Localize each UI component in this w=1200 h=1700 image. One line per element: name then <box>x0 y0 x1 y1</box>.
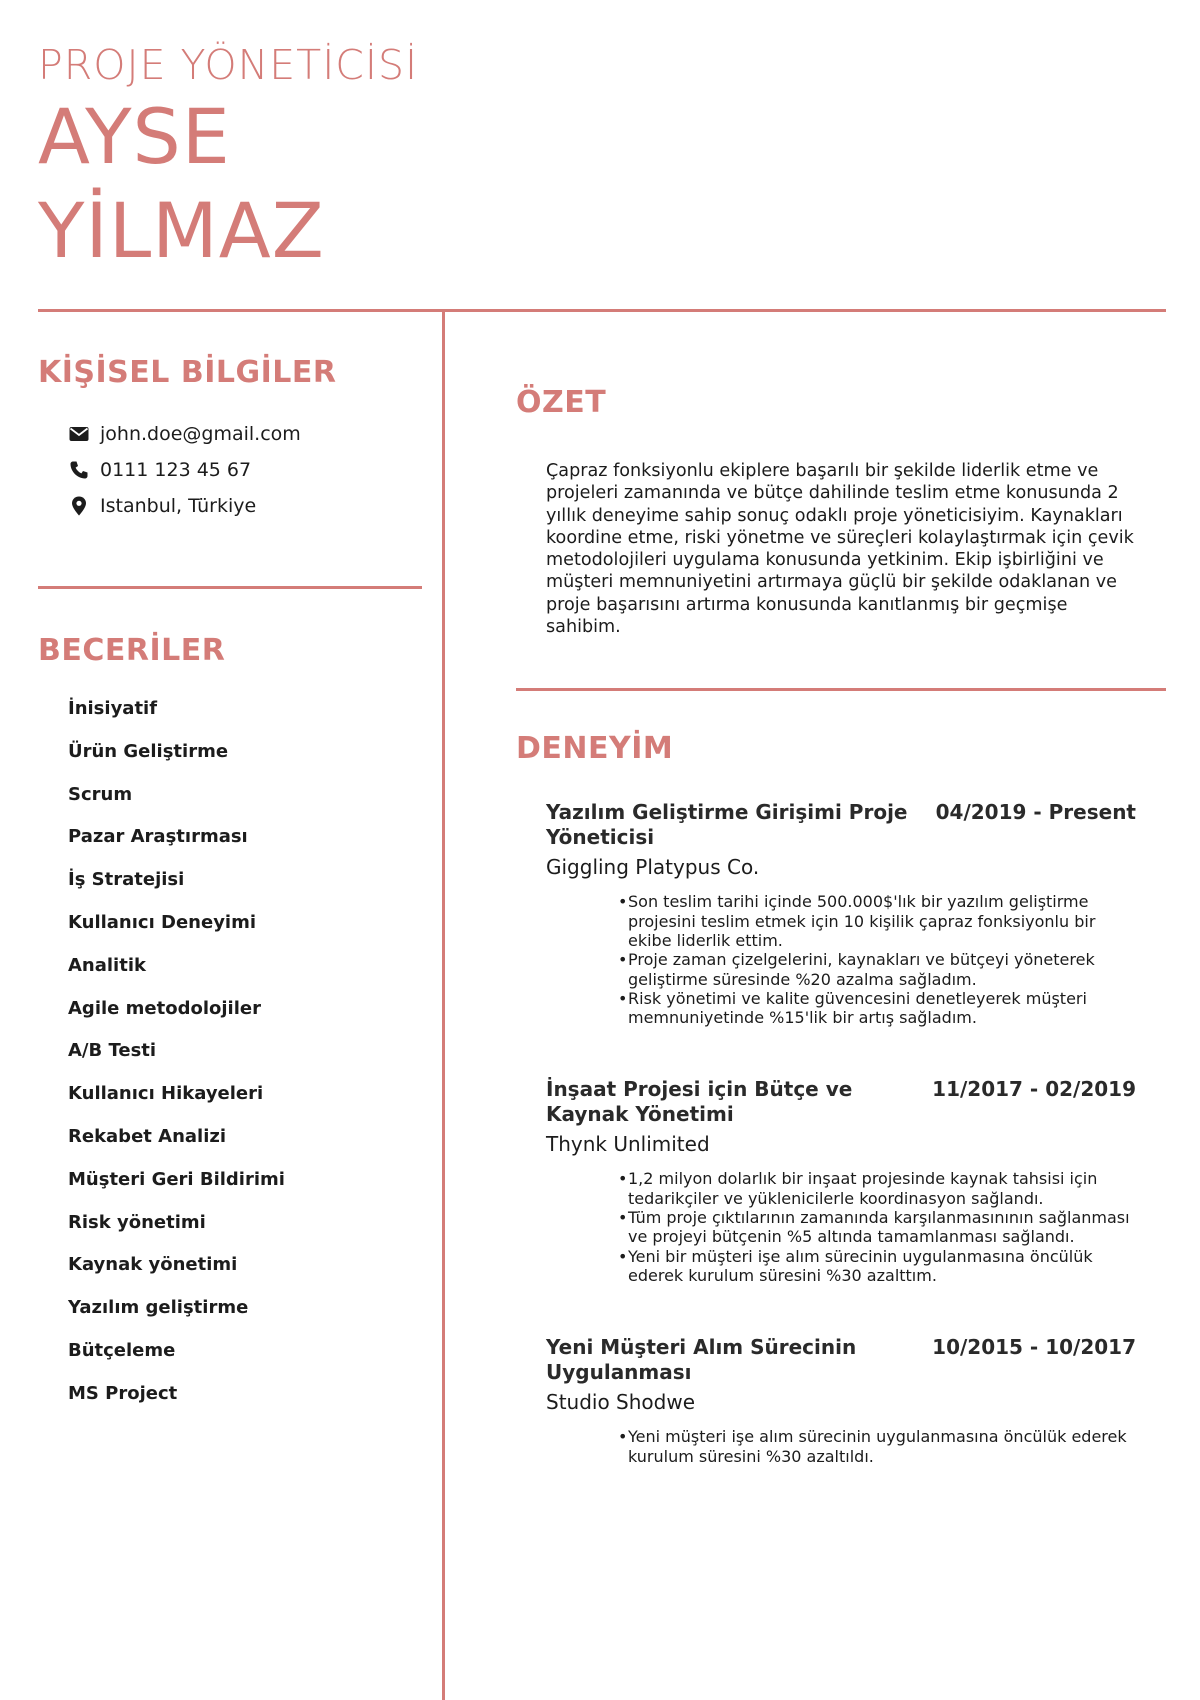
job-company: Thynk Unlimited <box>546 1132 710 1157</box>
left-column <box>38 355 422 1422</box>
summary-title: ÖZET <box>516 385 607 420</box>
skill-item: Agile metodolojiler <box>68 997 261 1019</box>
location-pin-icon <box>68 495 90 517</box>
job-bullets <box>628 892 1136 1027</box>
contact-email <box>68 416 422 452</box>
job-bullets <box>628 1169 1136 1285</box>
job-title: PROJE YÖNETİCİSİ <box>38 41 419 89</box>
skills-list <box>68 694 422 1422</box>
job-role: İnşaat Projesi için Bütçe ve Kaynak Yönetimi <box>546 1077 853 1127</box>
job-bullet: • 1,2 milyon dolarlık bir inşaat projesinde kaynak tahsisi için tedarikçiler ve yüklenicilerle koordinasyon sağlandı. <box>628 1169 1136 1208</box>
skill-item: İş Stratejisi <box>68 869 185 891</box>
skills-title: BECERİLER <box>38 633 226 668</box>
job-company: Studio Shodwe <box>546 1390 696 1415</box>
job-bullet: • Risk yönetimi ve kalite güvencesini denetleyerek müşteri memnuniyetinde %15'lik bir artış sağladım. <box>628 989 1136 1028</box>
skill-item: Analitik <box>68 954 146 976</box>
skill-item: Kullanıcı Deneyimi <box>68 911 257 933</box>
email-text[interactable]: john.doe@gmail.com <box>100 423 301 445</box>
job-bullet: • Yeni bir müşteri işe alım sürecinin uygulanmasına öncülük ederek kurulum süresini %30 azalttım. <box>628 1247 1136 1286</box>
envelope-icon <box>68 423 90 445</box>
summary-text: Çapraz fonksiyonlu ekiplere başarılı bir şekilde liderlik etme ve projeleri zamanında ve bütçe dahilinde teslim etme konusunda 2 yıllık deneyime sahip sonuç odaklı proje yöneticisiyim. Kaynakları koordine etme, riski yönetme ve süreçleri kolaylaştırmak için çevik metodolojileri uygulama konusunda yetkinim. Ekip işbirliğini ve müşteri memnuniyetini artırmaya güçlü bir şekilde odaklanan ve proje başarısını artırma konusunda kanıtlanmış bir geçmişe sahibim. <box>546 461 1134 638</box>
column-divider <box>442 310 445 1700</box>
experience-item <box>546 1335 1136 1466</box>
job-dates: 10/2015 - 10/2017 <box>932 1335 1136 1360</box>
skill-item: Yazılım geliştirme <box>68 1297 249 1319</box>
job-bullet: • Son teslim tarihi içinde 500.000$'lık bir yazılım geliştirme projesini teslim etmek için 10 kişilik çapraz fonksiyonlu bir ekibe liderlik ettim. <box>628 892 1136 950</box>
skill-item: Kullanıcı Hikayeleri <box>68 1083 264 1105</box>
job-role: Yazılım Geliştirme Girişimi Proje Yöneticisi <box>546 800 908 850</box>
contact-location <box>68 488 422 524</box>
job-bullet: • Yeni müşteri işe alım sürecinin uygulanmasına öncülük ederek kurulum süresini %30 azaltıldı. <box>628 1427 1136 1466</box>
right-column <box>516 385 1166 1466</box>
phone-text[interactable]: 0111 123 45 67 <box>100 459 252 481</box>
experience-item <box>546 1077 1136 1285</box>
phone-icon <box>68 459 90 481</box>
personal-info-title: KİŞİSEL BİLGİLER <box>38 355 337 390</box>
skill-item: İnisiyatif <box>68 698 158 719</box>
location-text: Istanbul, Türkiye <box>100 495 257 517</box>
job-dates: 11/2017 - 02/2019 <box>932 1077 1136 1102</box>
first-name: AYSE <box>38 92 231 181</box>
job-bullet: • Tüm proje çıktılarının zamanında karşılanmasınının sağlanması ve projeyi bütçenin %5 altında tamamlanması sağlandı. <box>628 1208 1136 1247</box>
skill-item: Bütçeleme <box>68 1339 176 1361</box>
experience-item <box>546 800 1136 1027</box>
resume-header <box>38 40 418 278</box>
skill-item: Scrum <box>68 783 133 805</box>
skill-item: Müşteri Geri Bildirimi <box>68 1168 285 1190</box>
skill-item: Rekabet Analizi <box>68 1125 227 1147</box>
job-bullets <box>628 1427 1136 1466</box>
last-name: YİLMAZ <box>38 186 325 275</box>
skill-item: Kaynak yönetimi <box>68 1254 238 1276</box>
job-company: Giggling Platypus Co. <box>546 855 760 880</box>
skill-item: Ürün Geliştirme <box>68 740 229 762</box>
contact-list <box>68 416 422 524</box>
job-bullet: • Proje zaman çizelgelerini, kaynakları ve bütçeyi yöneterek geliştirme süresinde %20 azalma sağladım. <box>628 950 1136 989</box>
skill-item: MS Project <box>68 1382 178 1404</box>
skill-item: Risk yönetimi <box>68 1211 206 1233</box>
skill-item: A/B Testi <box>68 1040 157 1062</box>
left-divider <box>38 586 422 589</box>
job-role: Yeni Müşteri Alım Sürecinin Uygulanması <box>546 1335 857 1385</box>
skill-item: Pazar Araştırması <box>68 826 248 848</box>
job-dates: 04/2019 - Present <box>935 800 1136 825</box>
experience-title: DENEYİM <box>516 731 674 767</box>
header-divider <box>38 309 1166 312</box>
right-divider <box>516 688 1166 691</box>
contact-phone <box>68 452 422 488</box>
